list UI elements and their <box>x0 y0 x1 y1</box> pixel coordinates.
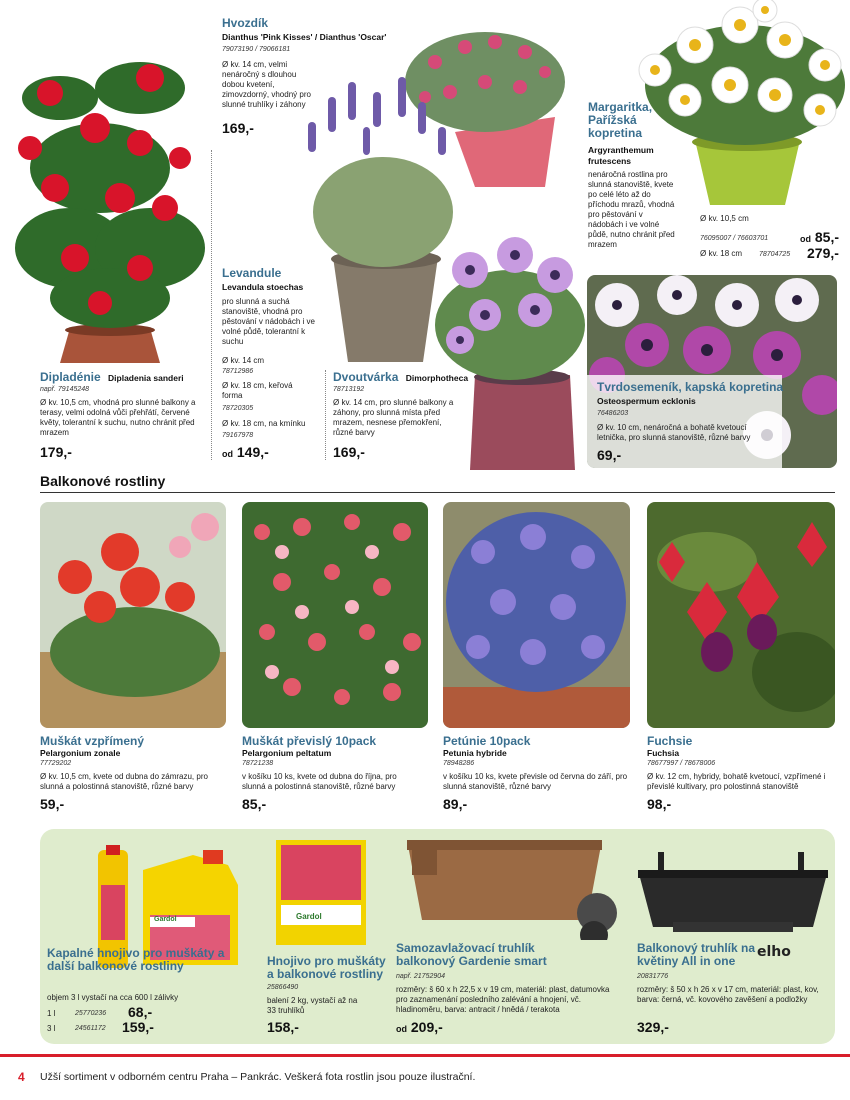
balcony-product-4-latin: Fuchsia <box>647 748 680 758</box>
fertilizer-box-code: 25866490 <box>267 984 299 991</box>
fuchsie-image <box>647 502 835 728</box>
muskat-previsly-photo <box>242 502 428 728</box>
tvrdosemenik-latin: Osteospermum ecklonis <box>597 396 696 406</box>
balcony-product-1-latin: Pelargonium zonale <box>40 748 121 758</box>
margaritka-title: Margaritka, Pařížská kopretina <box>588 100 653 140</box>
section-title: Balkonové rostliny <box>40 473 166 489</box>
balcony-product-2-price: 85,- <box>242 796 267 812</box>
petunie-image <box>443 502 630 728</box>
section-rule <box>40 492 835 493</box>
balcony-product-1-price: 59,- <box>40 796 65 812</box>
muskat-vzprimeny-photo <box>40 502 226 728</box>
liquid-fertilizer-code-1: 25770236 <box>75 1010 107 1017</box>
fuchsie-photo <box>647 502 835 728</box>
levandule-title: Levandule <box>222 266 282 280</box>
liquid-fertilizer-brand: Gardol <box>154 916 177 923</box>
levandule-latin: Levandula stoechas <box>222 282 304 292</box>
balcony-product-4-desc: Ø kv. 12 cm, hybridy, bohatě kvetoucí, vzpřímené i převislé kultivary, pro polostinná stanoviště <box>647 772 826 791</box>
balcony-product-3-desc: v košíku 10 ks, kvete převisle od června do září, pro slunná stanoviště, různé barvy <box>443 772 628 791</box>
liquid-fertilizer-size-2: 3 l <box>47 1024 56 1033</box>
balcony-product-4-price: 98,- <box>647 796 672 812</box>
levandule-option-3: Ø kv. 18 cm, na kmínku <box>222 419 306 428</box>
dvoutvarka-title: Dvoutvárka Dimorphotheca <box>333 370 469 384</box>
page-number: 4 <box>18 1070 25 1084</box>
hvozdik-code: 79073190 / 79066181 <box>222 46 291 53</box>
balcony-product-1-desc: Ø kv. 10,5 cm, kvete od dubna do zámrazu, pro slunná a polostinná stanoviště, různé barvy <box>40 772 208 791</box>
dvoutvarka-price: 169,- <box>333 444 365 460</box>
liquid-fertilizer-title: Kapalné hnojivo pro muškáty a další balkonové rostliny <box>47 946 225 973</box>
balcony-product-2-desc: v košíku 10 ks, kvete od dubna do října, pro slunná a polostinná stanoviště, různé barvy <box>242 772 397 791</box>
dvoutvarka-code: 78713192 <box>333 386 365 393</box>
levandule-price: od 149,- <box>222 444 269 460</box>
dvoutvarka-latin: Dimorphotheca <box>405 373 469 383</box>
dipladenie-code: např. 79145248 <box>40 386 90 393</box>
fertilizer-box-desc: balení 2 kg, vystačí až na 33 truhlíků <box>267 996 358 1015</box>
fertilizer-box-price: 158,- <box>267 1019 299 1035</box>
tvrdosemenik-code: 76486203 <box>597 410 629 417</box>
balcony-product-1-code: 77729202 <box>40 760 72 767</box>
footer-bar <box>0 1054 850 1057</box>
muskat-previsly-image <box>242 502 428 728</box>
hvozdik-price: 169,- <box>222 120 254 136</box>
margaritka-code-2: 78704725 <box>759 251 791 258</box>
balcony-product-2-latin: Pelargonium peltatum <box>242 748 332 758</box>
hvozdik-latin: Dianthus 'Pink Kisses' / Dianthus 'Oscar' <box>222 32 387 42</box>
balcony-product-4 <box>647 735 837 812</box>
levandule-desc: pro slunná a suchá stanoviště, vhodná pro pěstování v nádobách i ve volné půdě, tolerantní k suchu <box>222 297 315 346</box>
tvrdosemenik-price: 69,- <box>597 447 622 463</box>
hvozdik-title: Hvozdík <box>222 16 269 30</box>
levandule-code-3: 79167978 <box>222 432 254 439</box>
margaritka-option-2: Ø kv. 18 cm <box>700 249 743 258</box>
levandule-code-2: 78720305 <box>222 405 254 412</box>
all-in-one-planter-code: 20831776 <box>637 973 669 980</box>
margaritka-latin: Argyranthemum frutescens <box>588 145 654 166</box>
balcony-product-1 <box>40 735 230 812</box>
dipladenie-latin: Dipladenia sanderi <box>108 373 184 383</box>
separator <box>211 150 212 460</box>
self-watering-planter-title: Samozavlažovací truhlík balkonový Gardenie smart <box>396 941 547 968</box>
balcony-product-2-code: 78721238 <box>242 760 274 767</box>
fertilizer-box-image <box>276 840 366 945</box>
elho-logo: elho <box>757 944 791 960</box>
levandule-option-1: Ø kv. 14 cm <box>222 356 265 365</box>
self-watering-planter-price: od 209,- <box>396 1019 443 1035</box>
hvozdik-desc: Ø kv. 14 cm, velmi nenáročný s dlouhou dobou kvetení, zimovzdorný, vhodný pro slunné truhlíky i záhony <box>222 60 311 109</box>
balcony-product-3 <box>443 735 628 812</box>
self-watering-planter-desc: rozměry: š 60 x h 22,5 x v 19 cm, materiál: plast, datumovka pro zaznamenání posledního zalévání a hnojení, vč. hladinoměru, barva: antracit / hnědá / terakota <box>396 985 610 1014</box>
levandule-option-2: Ø kv. 18 cm, keřová forma <box>222 381 293 400</box>
tvrdosemenik-title: Tvrdosemeník, kapská kopretina <box>597 380 784 394</box>
self-watering-planter-image <box>402 835 622 940</box>
balcony-product-3-code: 78948286 <box>443 760 475 767</box>
liquid-fertilizer-price-2: 159,- <box>122 1019 154 1035</box>
petunie-photo <box>443 502 630 728</box>
liquid-fertilizer-desc: objem 3 l vystačí na cca 600 l zálivky <box>47 993 179 1002</box>
muskat-vzprimeny-image <box>40 502 226 728</box>
liquid-fertilizer-size-1: 1 l <box>47 1009 56 1018</box>
balcony-product-2-title: Muškát převislý 10pack <box>242 734 377 748</box>
balcony-product-3-latin: Petunia hybride <box>443 748 507 758</box>
dvoutvarka-desc: Ø kv. 14 cm, pro slunné balkony a záhony, pro slunná místa před mrazem, nesnese přemokření, různé barvy <box>333 398 454 437</box>
dipladenie-title: Dipladénie Dipladenia sanderi <box>40 370 184 384</box>
footer-note: Užší sortiment v odborném centru Praha – Pankrác. Veškerá fota rostlin jsou pouze ilustrační. <box>40 1071 476 1083</box>
balcony-product-2 <box>242 735 420 812</box>
tvrdosemenik-desc: Ø kv. 10 cm, nenáročná a bohatě kvetoucí letnička, pro slunná stanoviště, různé barvy <box>597 423 751 442</box>
all-in-one-planter-image <box>633 852 833 942</box>
balcony-product-4-code: 78677997 / 78678006 <box>647 760 716 767</box>
dipladenie-image <box>0 18 215 363</box>
balcony-product-3-price: 89,- <box>443 796 468 812</box>
dipladenie-price: 179,- <box>40 444 72 460</box>
all-in-one-planter-title: Balkonový truhlík na květiny All in one <box>637 941 756 968</box>
fertilizer-box-brand: Gardol <box>296 912 322 921</box>
self-watering-planter-code: např. 21752904 <box>396 973 446 980</box>
separator <box>325 370 326 460</box>
margaritka-code-1: 76095007 / 76603701 <box>700 235 769 242</box>
all-in-one-planter-price: 329,- <box>637 1019 669 1035</box>
margaritka-desc: nenáročná rostlina pro slunná stanoviště, kvete po celé léto až do příchodu mrazů, vhodná pro pěstování v nádobách i ve volné půdě, nutno chránit před mrazem <box>588 170 675 249</box>
balcony-product-4-title: Fuchsie <box>647 734 693 748</box>
balcony-product-1-title: Muškát vzpřímený <box>40 734 145 748</box>
margaritka-option-1: Ø kv. 10,5 cm <box>700 214 749 223</box>
all-in-one-planter-desc: rozměry: š 50 x h 26 x v 17 cm, materiál: plast, kov, barva: černá, vč. kovového zavěšení a podložky <box>637 985 819 1004</box>
dipladenie-photo <box>0 18 215 363</box>
liquid-fertilizer-code-2: 24561172 <box>75 1025 106 1032</box>
fertilizer-box-title: Hnojivo pro muškáty a balkonové rostliny <box>267 954 386 981</box>
margaritka-price-2: 279,- <box>807 245 839 261</box>
levandule-code-1: 78712986 <box>222 368 254 375</box>
margaritka-price-1: od 85,- <box>800 229 840 245</box>
liquid-fertilizer-price-1: 68,- <box>128 1004 153 1020</box>
dipladenie-desc: Ø kv. 10,5 cm, vhodná pro slunné balkony a terasy, velmi odolná vůči přehřátí, červené květy, tolerantní k suchu, nutno chránit před mrazem <box>40 398 196 437</box>
balcony-product-3-title: Petúnie 10pack <box>443 734 531 748</box>
